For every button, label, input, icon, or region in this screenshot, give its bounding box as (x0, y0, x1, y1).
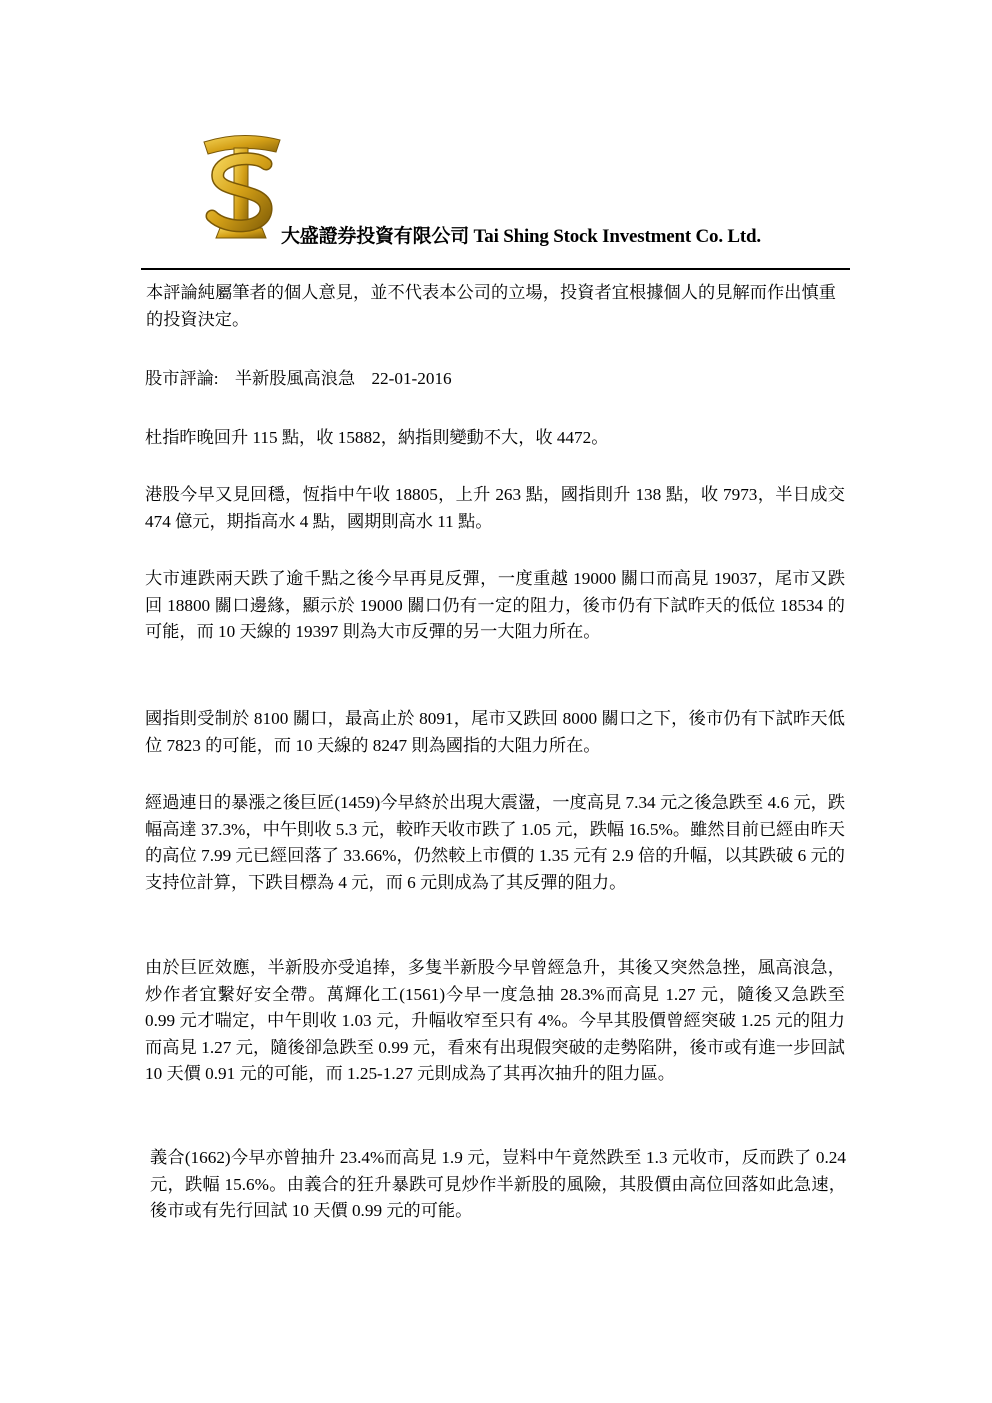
article-date: 22-01-2016 (371, 369, 452, 388)
paragraph-1561: 由於巨匠效應，半新股亦受追捧，多隻半新股今早曾經急升，其後又突然急挫，風高浪急，炒作者宜繫好安全帶。萬輝化工(1561)今早一度急抽 28.3%而高見 1.27 元，隨後又急跌至 0.99 元才喘定，中午則收 1.03 元，升幅收窄至只有 4%。今早其股價曾經突破 1.25 元的阻力而高見 1.27 元，隨後卻急跌至 0.99 元，看來有出現假突破的走勢陷阱，後市或有進一步回試 10 天價 0.91 元的可能，而 1.25-1.27 元則成為了其再次抽升的阻力區。 (145, 958, 845, 1083)
ts-monogram-icon (196, 130, 286, 245)
article-title (145, 366, 464, 393)
paragraph-hscei: 國指則受制於 8100 關口，最高止於 8091，尾市又跌回 8000 關口之下，後市仍有下試昨天低位 7823 的可能，而 10 天線的 8247 則為國指的大阻力所在。 (145, 709, 845, 755)
header-divider (141, 268, 850, 270)
article-headline: 半新股風高浪急 (234, 369, 356, 388)
paragraph-hsi: 大市連跌兩天跌了逾千點之後今早再見反彈，一度重越 19000 關口而高見 19037，尾市又跌回 18800 關口邊緣，顯示於 19000 關口仍有一定的阻力，後市仍有下試昨天的低位 18534 的可能，而 10 天線的 19397 則為大市反彈的另一大阻力所在。 (145, 569, 845, 641)
company-name: 大盛證券投資有限公司 Tai Shing Stock Investment Co. Ltd. (281, 226, 761, 247)
paragraph-1459: 經過連日的暴漲之後巨匠(1459)今早終於出現大震盪，一度高見 7.34 元之後急跌至 4.6 元，跌幅高達 37.3%，中午則收 5.3 元，較昨天收市跌了 1.05 元，跌幅 16.5%。雖然目前已經由昨天的高位 7.99 元已經回落了 33.66%，仍然較上市價的 1.35 元有 2.9 倍的升幅，以其跌破 6 元的支持位計算，下跌目標為 4 元，而 6 元則成為了其反彈的阻力。 (145, 793, 845, 892)
disclaimer: 本評論純屬筆者的個人意見，並不代表本公司的立場，投資者宜根據個人的見解而作出慎重的投資決定。 (146, 283, 836, 329)
paragraph-market-us: 杜指昨晚回升 115 點，收 15882，納指則變動不大，收 4472。 (145, 428, 609, 447)
company-logo (196, 130, 286, 245)
paragraph-market-hk: 港股今早又見回穩，恆指中午收 18805，上升 263 點，國指則升 138 點，收 7973，半日成交 474 億元，期指高水 4 點，國期則高水 11 點。 (145, 485, 845, 531)
paragraph-1662: 義合(1662)今早亦曾抽升 23.4%而高見 1.9 元，豈料中午竟然跌至 1.3 元收市，反而跌了 0.24 元，跌幅 15.6%。由義合的狂升暴跌可見炒作半新股的風險，其股價由高位回落如此急速，後市或有先行回試 10 天價 0.99 元的可能。 (150, 1148, 846, 1220)
article-label: 股市評論: (145, 369, 219, 388)
